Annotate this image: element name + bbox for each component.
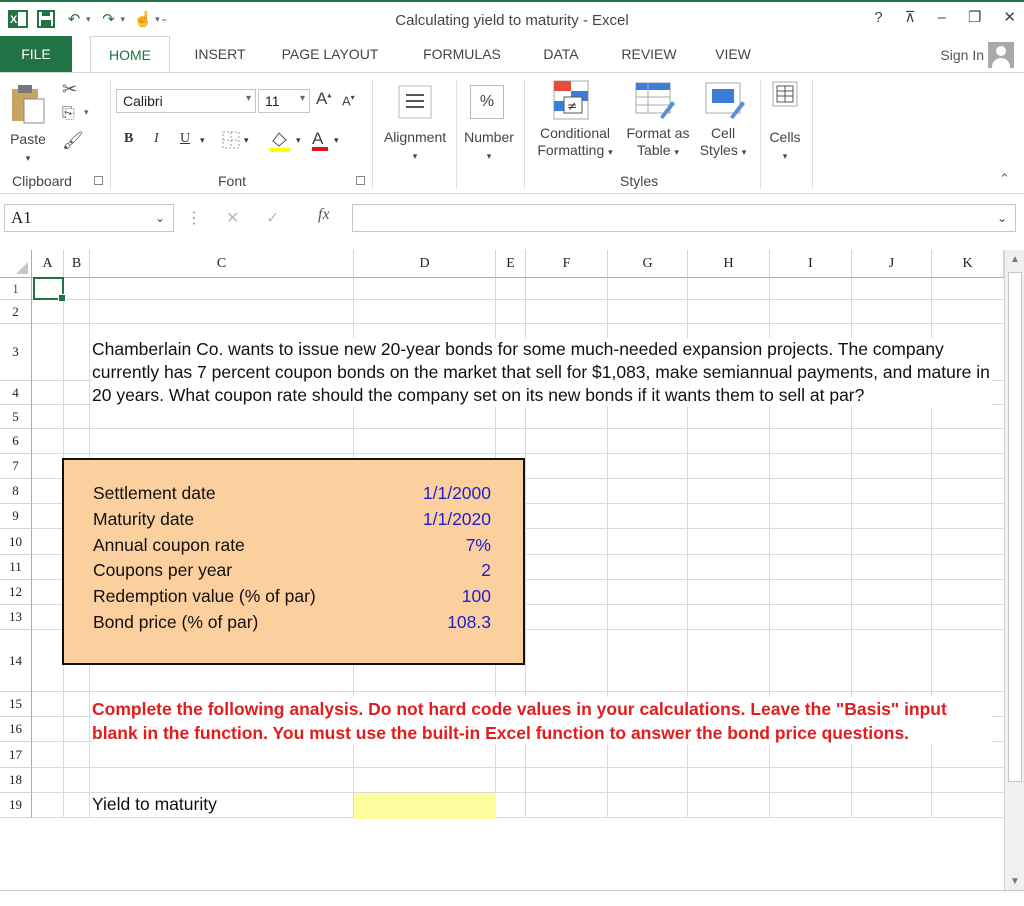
borders-icon[interactable] (222, 131, 240, 152)
ribbon-tabs (0, 36, 1024, 72)
row-header-2[interactable]: 2 (0, 300, 32, 324)
confirm-entry-icon[interactable]: ✓ (266, 210, 280, 227)
row-header-3[interactable]: 3 (0, 324, 32, 381)
ytm-label: Yield to maturity (92, 794, 217, 814)
grow-font-icon[interactable]: A▴ (316, 89, 332, 108)
gridline-row (32, 428, 1004, 429)
tab-file[interactable]: FILE (0, 36, 72, 72)
formula-bar (0, 194, 1024, 244)
gridline-row (32, 691, 1004, 692)
cells-icon[interactable] (772, 81, 798, 110)
cell-styles-button[interactable]: Cell Styles ▾ (699, 125, 747, 158)
row-header-5[interactable]: 5 (0, 405, 32, 429)
chevron-down-icon: ⌄ (154, 211, 165, 225)
help-icon[interactable]: ? (874, 8, 883, 26)
alignment-button[interactable]: Alignment ▾ (383, 129, 447, 161)
copy-icon[interactable]: ⎘ (62, 105, 75, 122)
gridline-row (32, 453, 1004, 454)
column-header-h[interactable]: H (688, 250, 770, 278)
redo-dropdown-icon[interactable]: ▾ (120, 13, 126, 24)
separator (812, 79, 813, 189)
fill-color-dropdown-icon[interactable]: ▾ (296, 135, 301, 145)
input-table (62, 458, 525, 665)
insert-function-icon[interactable]: fx (318, 206, 330, 223)
row-header-11[interactable]: 11 (0, 555, 32, 580)
selected-cell-a1[interactable] (33, 277, 64, 300)
svg-text:≠: ≠ (567, 99, 578, 113)
maximize-button[interactable]: ❐ (967, 9, 982, 26)
row-header-8[interactable]: 8 (0, 479, 32, 504)
worksheet-grid[interactable] (0, 244, 1024, 906)
row-header-4[interactable]: 4 (0, 381, 32, 405)
column-header-k[interactable]: K (932, 250, 1004, 278)
format-as-table-icon[interactable] (634, 81, 676, 124)
avatar-icon[interactable] (988, 42, 1014, 68)
gridline-row (32, 299, 1004, 300)
minimize-button[interactable]: – (937, 8, 946, 26)
cancel-entry-icon[interactable]: ✕ (226, 210, 240, 227)
input-label: Bond price (% of par) (93, 612, 259, 632)
ribbon-display-icon[interactable]: ⊼ (904, 9, 916, 26)
tab-review[interactable]: REVIEW (621, 46, 677, 62)
row-header-13[interactable]: 13 (0, 605, 32, 630)
svg-text:X: X (10, 14, 18, 26)
touch-dropdown-icon[interactable]: ▾ (155, 13, 160, 24)
cut-icon[interactable]: ✂ (62, 79, 78, 99)
column-header-g[interactable]: G (608, 250, 688, 278)
borders-dropdown-icon[interactable]: ▾ (244, 135, 249, 145)
tab-formulas[interactable]: FORMULAS (423, 46, 501, 62)
format-painter-icon[interactable]: 🖌 (62, 131, 84, 150)
column-header-j[interactable]: J (852, 250, 932, 278)
underline-button[interactable]: U (180, 131, 191, 146)
bold-button[interactable]: B (124, 131, 134, 146)
select-all-corner[interactable] (0, 250, 32, 278)
sign-in-label[interactable]: Sign In (940, 47, 984, 63)
vertical-scrollbar[interactable] (1004, 250, 1024, 906)
row-header-19[interactable]: 19 (0, 793, 32, 818)
undo-icon[interactable]: ↶ (67, 11, 81, 28)
tab-view[interactable]: VIEW (715, 46, 751, 62)
input-value[interactable]: 1/1/2000 (422, 483, 491, 503)
gridline-row (32, 767, 1004, 768)
font-color-icon[interactable]: A (312, 129, 328, 151)
separator (524, 79, 525, 189)
shrink-font-icon[interactable]: A▾ (342, 93, 355, 109)
conditional-formatting-button[interactable]: Conditional Formatting ▾ (537, 125, 613, 158)
row-header-9[interactable]: 9 (0, 504, 32, 529)
paste-button[interactable]: Paste ▾ (10, 131, 46, 163)
column-header-b[interactable]: B (64, 250, 90, 278)
more-options-icon[interactable]: ⋮ (186, 210, 202, 227)
gridline-row (32, 792, 1004, 793)
ytm-answer-cell[interactable] (354, 793, 496, 819)
underline-dropdown-icon[interactable]: ▾ (200, 135, 205, 145)
chevron-down-icon: ▾ (299, 93, 305, 104)
input-label: Redemption value (% of par) (93, 586, 316, 606)
sheet-tab-bar[interactable] (0, 890, 1024, 906)
row-header-12[interactable]: 12 (0, 580, 32, 605)
tab-data[interactable]: DATA (543, 46, 579, 62)
column-header-d[interactable]: D (354, 250, 496, 278)
input-label: Annual coupon rate (93, 535, 245, 555)
font-group-label: Font (218, 173, 247, 189)
column-header-e[interactable]: E (496, 250, 526, 278)
row-header-16[interactable]: 16 (0, 717, 32, 742)
undo-dropdown-icon[interactable]: ▾ (86, 13, 91, 24)
font-size-field[interactable]: 11 ▾ (258, 89, 310, 113)
font-color-dropdown-icon[interactable]: ▾ (334, 135, 339, 145)
scroll-down-icon[interactable]: ▼ (1010, 876, 1020, 887)
percent-icon[interactable]: % (470, 85, 504, 119)
paste-icon[interactable] (10, 83, 46, 128)
row-header-6[interactable]: 6 (0, 429, 32, 454)
fill-color-icon[interactable] (268, 129, 292, 156)
scrollbar-thumb[interactable] (1008, 272, 1022, 782)
tab-home[interactable]: HOME (90, 36, 170, 72)
font-launcher-icon[interactable] (356, 176, 365, 185)
input-value[interactable]: 1/1/2020 (422, 509, 491, 529)
input-value[interactable]: 108.3 (447, 612, 491, 632)
input-label: Settlement date (93, 483, 216, 503)
close-button[interactable]: ✕ (1003, 9, 1016, 26)
tab-page-layout[interactable]: PAGE LAYOUT (281, 46, 379, 62)
cells-button[interactable]: Cells ▾ (769, 129, 801, 161)
collapse-ribbon-icon[interactable]: ⌃ (999, 171, 1010, 186)
row-header-15[interactable]: 15 (0, 692, 32, 717)
gridline-row (32, 323, 1004, 324)
row-header-17[interactable]: 17 (0, 742, 32, 768)
italic-button[interactable]: I (154, 131, 159, 146)
customize-qat-icon[interactable]: ⩦ (161, 13, 167, 24)
row-header-7[interactable]: 7 (0, 454, 32, 479)
input-value[interactable]: 7% (465, 535, 491, 555)
conditional-formatting-icon[interactable] (552, 79, 592, 126)
touch-mode-icon[interactable]: ☝ (133, 11, 153, 28)
alignment-icon[interactable] (398, 85, 432, 122)
expand-formula-icon[interactable]: ⌄ (996, 211, 1007, 225)
clipboard-launcher-icon[interactable] (94, 176, 103, 185)
input-value[interactable]: 2 (481, 560, 491, 580)
separator (760, 79, 761, 189)
input-label: Coupons per year (93, 560, 233, 580)
number-button[interactable]: Number ▾ (464, 129, 514, 161)
tab-insert[interactable]: INSERT (194, 46, 246, 62)
formula-input[interactable] (352, 204, 1016, 232)
column-header-a[interactable]: A (32, 250, 64, 278)
font-name-field[interactable]: Calibri ▾ (116, 89, 256, 113)
redo-icon[interactable]: ↷ (102, 11, 115, 28)
input-value[interactable]: 100 (461, 586, 491, 606)
clipboard-group-label: Clipboard (12, 173, 72, 189)
title-bar (0, 0, 1024, 36)
format-as-table-button[interactable]: Format as Table ▾ (626, 125, 690, 158)
row-header-1[interactable]: 1 (0, 278, 32, 300)
gridline-row (32, 817, 1004, 818)
separator (456, 79, 457, 189)
copy-dropdown-icon[interactable]: ▾ (84, 107, 89, 117)
window-title: Calculating yield to maturity - Excel (395, 12, 629, 29)
sign-in[interactable] (940, 42, 1014, 68)
column-header-f[interactable]: F (526, 250, 608, 278)
cell-styles-icon[interactable] (704, 81, 746, 124)
row-header-18[interactable]: 18 (0, 768, 32, 793)
styles-group-label: Styles (620, 173, 659, 189)
separator (372, 79, 373, 189)
row-header-10[interactable]: 10 (0, 529, 32, 555)
problem-text: Chamberlain Co. wants to issue new 20-year bonds for some much-needed expansion projects. The company currently has 7 percent coupon bonds on the market that sell for $1,083, make semiannual payments, and mature in 20 years. What coupon rate should the company set on its new bonds if it wants them to sell at par? (92, 338, 992, 407)
chevron-down-icon: ▾ (245, 93, 251, 104)
ribbon (0, 72, 1024, 194)
row-header-14[interactable]: 14 (0, 630, 32, 692)
name-box[interactable]: A1 ⌄ (4, 204, 174, 232)
input-label: Maturity date (93, 509, 195, 529)
scroll-up-icon[interactable]: ▲ (1010, 254, 1020, 265)
column-header-i[interactable]: I (770, 250, 852, 278)
instructions-text: Complete the following analysis. Do not hard code values in your calculations. Leave the "Basis" input blank in the function. You must use the built-in Excel function to answer the bond price questions. (92, 697, 992, 745)
separator (110, 79, 111, 189)
column-header-c[interactable]: C (90, 250, 354, 278)
